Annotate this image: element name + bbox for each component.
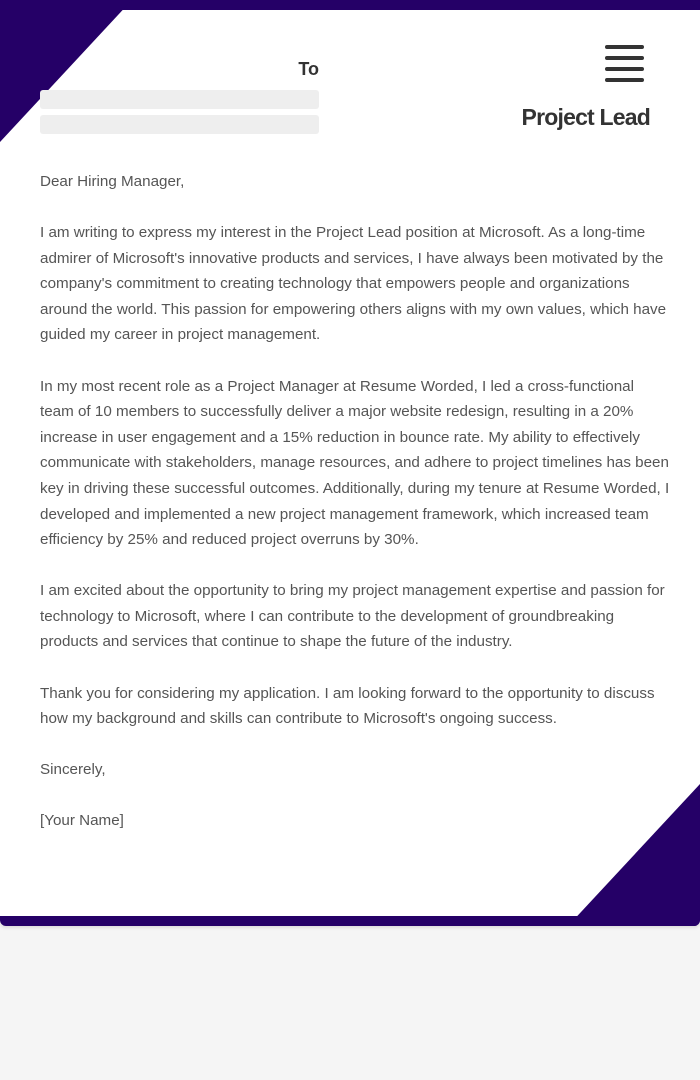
menu-bar xyxy=(605,67,644,71)
recipient-placeholder-line-1 xyxy=(40,90,319,109)
letter-paragraph-2: In my most recent role as a Project Manager at Resume Worded, I led a cross-functional team of 10 members to successfully deliver a major website redesign, resulting in a 20% increase in user engagement and a 15% reduction in bounce rate. My ability to effectively communicate with stakeholders, manage resources, and adhere to project timelines has been key in driving these successful outcomes. Additionally, during my tenure at Resume Worded, I developed and implemented a new project management framework, which increased team efficiency by 25% and reduced project overruns by 30%. xyxy=(40,377,670,549)
job-title: Project Lead xyxy=(521,104,650,130)
letter-paragraph-4: Thank you for considering my application. I am looking forward to the opportunity to discuss how my background and skills can contribute to Microsoft's ongoing success. xyxy=(40,684,655,728)
letter-paragraph-1: I am writing to express my interest in the Project Lead position at Microsoft. As a long-time admirer of Microsoft's innovative products and services, I have always been motivated by the company's commitment to creating technology that empowers people and organizations around the world. This passion for empowering others aligns with my own values, which have guided my career in project management. xyxy=(40,224,667,344)
menu-bar xyxy=(605,78,644,82)
hamburger-menu-icon[interactable] xyxy=(605,45,645,83)
bottom-accent-bar xyxy=(0,916,700,926)
signature: [Your Name] xyxy=(40,812,124,830)
recipient-placeholder-line-2 xyxy=(40,115,319,134)
closing: Sincerely, xyxy=(40,761,106,779)
letter-body xyxy=(40,169,670,859)
menu-bar xyxy=(605,45,644,49)
to-label: To xyxy=(298,59,319,79)
salutation: Dear Hiring Manager, xyxy=(40,173,185,190)
menu-bar xyxy=(605,56,644,60)
letter-paragraph-3: I am excited about the opportunity to bring my project management expertise and passion for technology to Microsoft, where I can contribute to the development of groundbreaking products and services that continue to shape the future of the industry. xyxy=(40,582,665,651)
